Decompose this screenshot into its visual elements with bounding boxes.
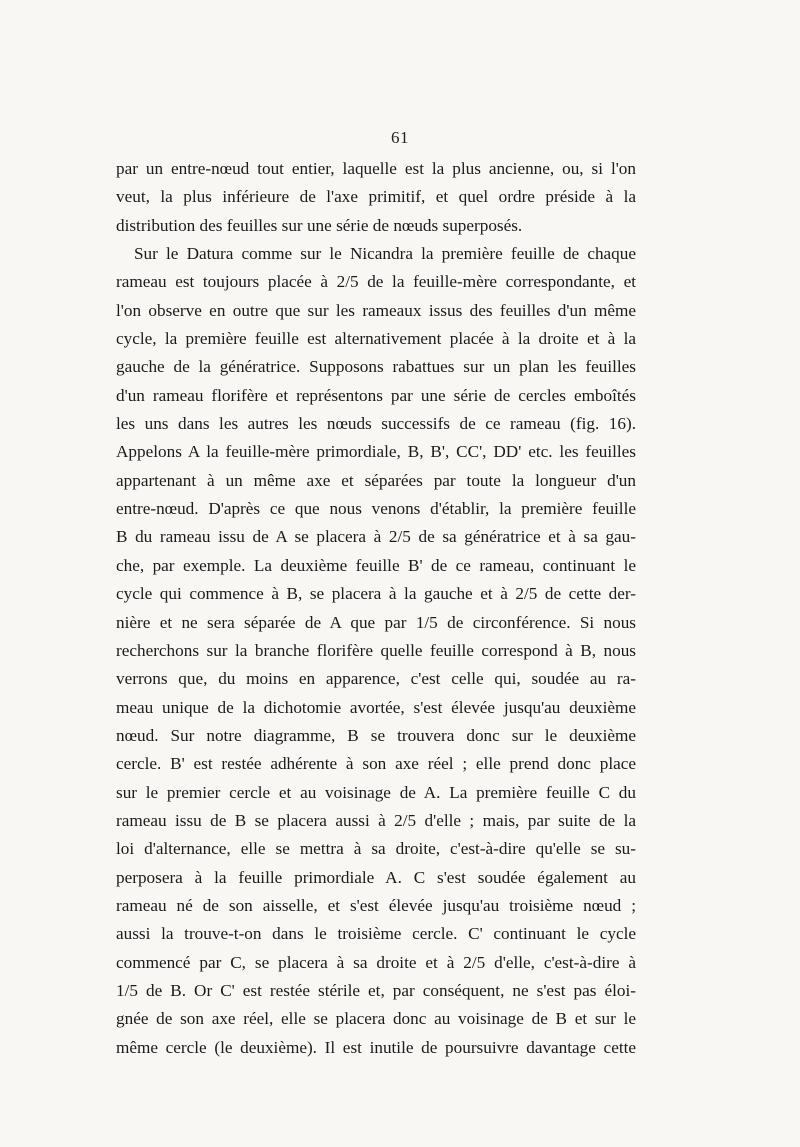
text-line: d'un rameau florifère et représentons par une série de cercles emboîtés xyxy=(116,385,636,405)
text-line: 1/5 de B. Or C' est restée stérile et, par conséquent, ne s'est pas éloi- xyxy=(116,980,636,1000)
text-line: rameau né de son aisselle, et s'est élevée jusqu'au troisième nœud ; xyxy=(116,895,636,915)
text-line: nœud. Sur notre diagramme, B se trouvera donc sur le deuxième xyxy=(116,725,636,745)
text-line: meau unique de la dichotomie avortée, s'est élevée jusqu'au deuxième xyxy=(116,697,636,717)
text-line: gauche de la génératrice. Supposons rabattues sur un plan les feuilles xyxy=(116,357,636,377)
text-line: veut, la plus inférieure de l'axe primitif, et quel ordre préside à la xyxy=(116,187,636,207)
text-line: les uns dans les autres les nœuds successifs de ce rameau (fig. 16). xyxy=(116,414,636,434)
text-line: même cercle (le deuxième). Il est inutile de poursuivre davantage cette xyxy=(116,1037,636,1057)
text-line: B du rameau issu de A se placera à 2/5 de sa génératrice et à sa gau- xyxy=(116,527,636,547)
text-line: cycle, la première feuille est alternativement placée à la droite et à la xyxy=(116,329,636,349)
text-line: sur le premier cercle et au voisinage de A. La première feuille C du xyxy=(116,782,636,802)
text-line: Appelons A la feuille-mère primordiale, B, B', CC', DD' etc. les feuilles xyxy=(116,442,636,462)
text-line: appartenant à un même axe et séparées par toute la longueur d'un xyxy=(116,470,636,490)
text-line: che, par exemple. La deuxième feuille B' de ce rameau, continuant le xyxy=(116,555,636,575)
text-line: aussi la trouve-t-on dans le troisième cercle. C' continuant le cycle xyxy=(116,924,636,944)
text-line: perposera à la feuille primordiale A. C s'est soudée également au xyxy=(116,867,636,887)
text-line: entre-nœud. D'après ce que nous venons d'établir, la première feuille xyxy=(116,499,636,519)
text-line: rameau issu de B se placera aussi à 2/5 d'elle ; mais, par suite de la xyxy=(116,810,636,830)
text-line: l'on observe en outre que sur les rameaux issus des feuilles d'un même xyxy=(116,300,636,320)
text-line: par un entre-nœud tout entier, laquelle est la plus ancienne, ou, si l'on xyxy=(116,159,636,178)
text-line: loi d'alternance, elle se mettra à sa droite, c'est-à-dire qu'elle se su- xyxy=(116,839,636,859)
text-line: distribution des feuilles sur une série de nœuds superposés. xyxy=(116,215,523,235)
text-line: nière et ne sera séparée de A que par 1/5 de circonférence. Si nous xyxy=(116,612,636,632)
text-line: commencé par C, se placera à sa droite et à 2/5 d'elle, c'est-à-dire à xyxy=(116,952,636,972)
text-line: cercle. B' est restée adhérente à son axe réel ; elle prend donc place xyxy=(116,754,636,774)
text-line: Sur le Datura comme sur le Nicandra la première feuille de chaque xyxy=(134,244,636,264)
text-line: verrons que, du moins en apparence, c'est celle qui, soudée au ra- xyxy=(116,669,636,689)
text-line: rameau est toujours placée à 2/5 de la feuille-mère correspondante, et xyxy=(116,272,636,292)
page-number: 61 xyxy=(391,128,409,147)
text-line: recherchons sur la branche florifère quelle feuille correspond à B, nous xyxy=(116,640,636,660)
body-text xyxy=(116,155,636,1062)
text-line: cycle qui commence à B, se placera à la gauche et à 2/5 de cette der- xyxy=(116,584,636,604)
text-line: gnée de son axe réel, elle se placera donc au voisinage de B et sur le xyxy=(116,1009,636,1029)
